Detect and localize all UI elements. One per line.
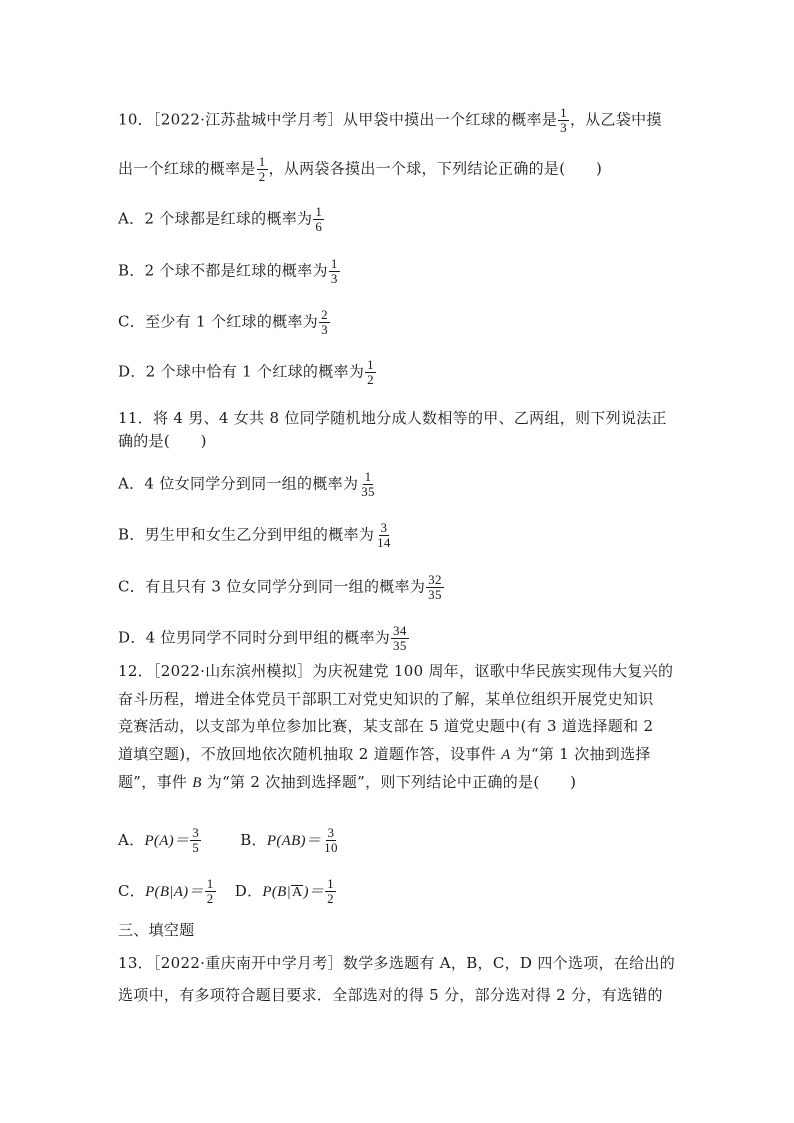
fraction: $\frac{1}{2}$ xyxy=(206,876,214,906)
fraction: $\frac{1}{2}$ xyxy=(327,876,334,906)
q11-option-a: A．4 位女同学分到同一组的概率为 $\frac{1}{35}$ xyxy=(118,469,375,499)
q12-line4: 道填空题)，不放回地依次随机抽取 2 道题作答，设事件 A 为“第 1 次抽到选择 xyxy=(118,745,651,763)
q10-line1: 10．［2022·江苏盐城中学月考］从甲袋中摸出一个红球的概率是 $\frac{1}{3}$ ，从乙袋中摸 xyxy=(118,105,662,135)
fraction: $\frac{3}{10}$ xyxy=(324,825,338,855)
fraction: $\frac{3}{5}$ xyxy=(192,825,200,855)
fraction: $\frac{32}{35}$ xyxy=(428,572,442,602)
q11-option-d: D．4 位男同学不同时分到甲组的概率为 $\frac{34}{35}$ xyxy=(118,623,407,653)
fraction: $\frac{3}{14}$ xyxy=(377,520,391,550)
q10-option-b: B．2 个球不都是红球的概率为 $\frac{1}{3}$ xyxy=(118,256,338,286)
fraction: $\frac{2}{3}$ xyxy=(321,307,328,337)
q13-line1: 13．［2022·重庆南开中学月考］数学多选题有 A，B，C，D 四个选项，在给出的 xyxy=(118,954,676,972)
fraction: $\frac{1}{6}$ xyxy=(315,204,323,234)
q12-line2: 奋斗历程，增进全体党员干部职工对党史知识的了解，某单位组织开展党史知识 xyxy=(118,690,654,708)
fraction: $\frac{1}{2}$ xyxy=(258,154,266,184)
complement-bar: A xyxy=(292,884,303,900)
fraction: $\frac{1}{3}$ xyxy=(330,256,338,286)
q13-line2: 选项中，有多项符合题目要求．全部选对的得 5 分，部分选对得 2 分，有选错的 xyxy=(118,986,663,1004)
q12-option-d: D．P(B|A)＝ $\frac{1}{2}$ xyxy=(234,876,334,906)
q12-line5: 题”，事件 B 为“第 2 次抽到选择题”，则下列结论中正确的是( ) xyxy=(118,773,577,791)
q10-option-d: D．2 个球中恰有 1 个红球的概率为 $\frac{1}{2}$ xyxy=(118,357,374,387)
q11-line1: 11．将 4 男、4 女共 8 位同学随机地分成人数相等的甲、乙两组，则下列说法正 xyxy=(118,409,667,427)
q12-options-cd xyxy=(118,877,337,906)
q10-option-a: A．2 个球都是红球的概率为 $\frac{1}{6}$ xyxy=(118,204,323,234)
fraction: $\frac{1}{2}$ xyxy=(367,357,374,387)
q11-option-c: C．有且只有 3 位女同学分到同一组的概率为 $\frac{32}{35}$ xyxy=(118,572,442,602)
fraction: $\frac{1}{3}$ xyxy=(560,105,567,135)
q12-line3: 竞赛活动，以支部为单位参加比赛，某支部在 5 道党史题中(有 3 道选择题和 2 xyxy=(118,717,654,735)
q10-option-c: C．至少有 1 个红球的概率为 $\frac{2}{3}$ xyxy=(118,307,328,337)
q12-options-ab xyxy=(118,826,341,855)
q12-option-c: C．P(B|A)＝ $\frac{1}{2}$ xyxy=(118,876,214,906)
fraction: $\frac{34}{35}$ xyxy=(393,623,407,653)
q12-option-a: A．P(A)＝ $\frac{3}{5}$ xyxy=(118,825,200,855)
q11-option-b: B．男生甲和女生乙分到甲组的概率为 $\frac{3}{14}$ xyxy=(118,520,391,550)
section-title: 三、填空题 xyxy=(118,921,195,939)
q11-line2: 确的是( ) xyxy=(118,432,207,450)
fraction: $\frac{1}{35}$ xyxy=(361,469,375,499)
q10-line2: 出一个红球的概率是 $\frac{1}{2}$ ，从两袋各摸出一个球，下列结论正确的是( ) xyxy=(118,154,603,184)
q12-option-b: B．P(AB)＝ $\frac{3}{10}$ xyxy=(240,825,338,855)
q12-line1: 12．［2022·山东滨州模拟］为庆祝建党 100 周年，讴歌中华民族实现伟大复兴的 xyxy=(118,662,674,680)
